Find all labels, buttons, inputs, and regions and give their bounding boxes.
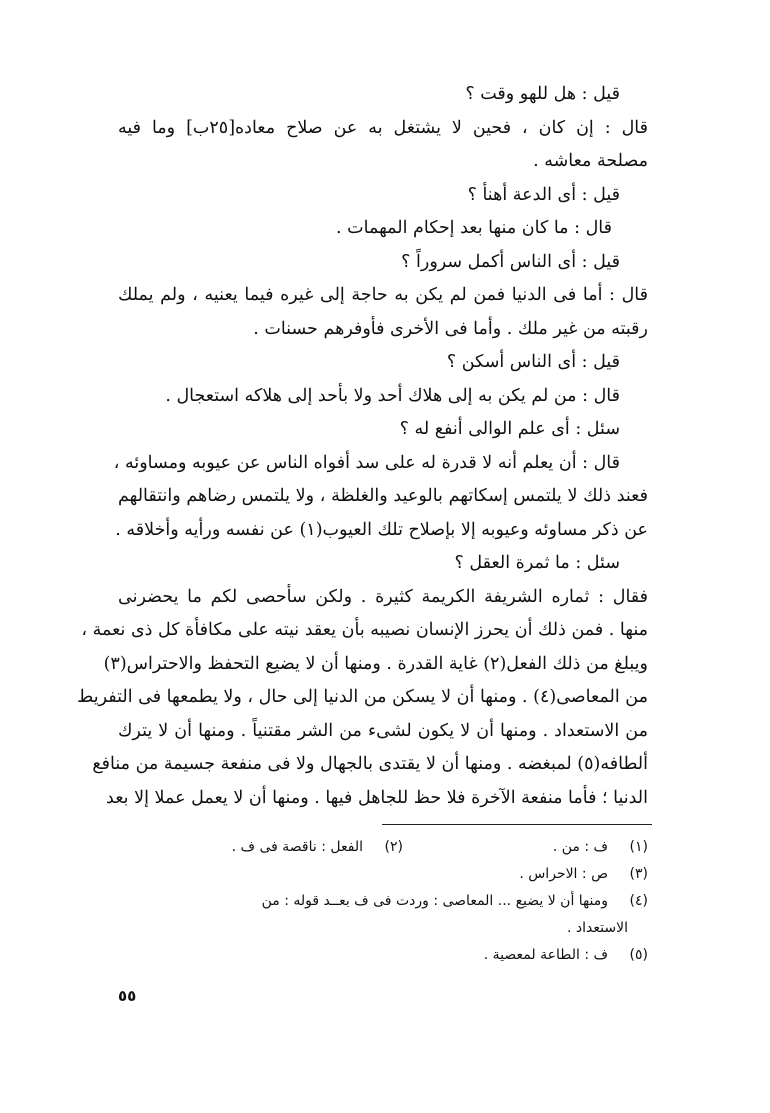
text-line-16: فقال : ثماره الشريفة الكريمة كثيرة . ولكن سأحصى لكم ما يحضرنى	[118, 586, 648, 607]
footnote-1-text: ف : من .	[552, 839, 608, 855]
text-line-3: مصلحة معاشه .	[533, 151, 648, 171]
footnote-row-2	[118, 861, 648, 888]
footnote-5-text: ف : الطاعة لمعصية .	[483, 947, 608, 963]
text-line-21: ألطافه(٥) لمبغضه . ومنها أن لا يقتدى بالجهال ولا فى منفعة جسيمة من منافع	[92, 754, 648, 774]
footnotes	[118, 834, 648, 969]
footnote-4-number: (٤)	[629, 893, 648, 909]
text-line-5: قال : ما كان منها بعد إحكام المهمات .	[336, 218, 612, 238]
footnote-row-1	[118, 834, 648, 861]
text-line-2: قال : إن كان ، فحين لا يشتغل به عن صلاح معاده[٢٥ب] وما فيه	[118, 117, 648, 138]
text-line-10: قال : من لم يكن به إلى هلاك أحد ولا بأحد إلى هلاكه استعجال .	[165, 385, 620, 406]
text-line-8: رقبته من غير ملك . وأما فى الأخرى فأوفرهم حسنات .	[253, 318, 648, 339]
text-line-1: قيل : هل للهو وقت ؟	[465, 84, 620, 104]
text-line-6: قيل : أى الناس أكمل سروراً ؟	[401, 251, 620, 272]
footnote-3-text: ص : الاحراس .	[519, 866, 608, 882]
text-line-12: قال : أن يعلم أنه لا قدرة له على سد أفواه الناس عن عيوبه ومساوئه ،	[113, 452, 620, 473]
text-line-22: الدنيا ؛ فأما منفعة الآخرة فلا حظ للجاهل فيها . ومنها أن لا يعمل عملا إلا بعد	[106, 787, 648, 808]
footnote-5-number: (٥)	[629, 947, 648, 963]
text-line-9: قيل : أى الناس أسكن ؟	[446, 352, 620, 372]
text-line-18: ويبلغ من ذلك الفعل(٢) غاية القدرة . ومنها أن لا يضيع التحفظ والاحتراس(٣)	[103, 653, 648, 674]
footnote-1-number: (١)	[629, 839, 648, 855]
text-line-15: سئل : ما ثمرة العقل ؟	[454, 553, 620, 573]
text-line-17: منها . فمن ذلك أن يحرز الإنسان نصيبه بأن يعقد نيته على مكافأة كل ذى نعمة ،	[81, 620, 648, 640]
footnote-3-number: (٣)	[629, 866, 648, 882]
footnote-2-text: الفعل : ناقصة فى ف .	[231, 839, 363, 855]
page-number: ٥٥	[118, 987, 137, 1005]
text-line-4: قيل : أى الدعة أهنأ ؟	[467, 184, 620, 205]
text-line-20: من الاستعداد . ومنها أن لا يكون لشىء من الشر مقتنياً . ومنها أن لا يترك	[118, 720, 648, 741]
footnote-row-3	[118, 888, 648, 915]
text-line-13: فعند ذلك لا يلتمس إسكاتهم بالوعيد والغلظة ، ولا يلتمس رضاهم وانتقالهم	[118, 486, 648, 506]
text-line-7: قال : أما فى الدنيا فمن لم يكن به حاجة إلى غيره فيما يعنيه ، ولم يملك	[118, 285, 648, 305]
main-text	[77, 78, 648, 815]
text-line-11: سئل : أى علم الوالى أنفع له ؟	[399, 419, 620, 439]
footnote-4-continuation: الاستعداد .	[567, 920, 628, 936]
footnote-row-5	[118, 942, 648, 969]
footnote-divider	[382, 824, 652, 825]
text-line-19: من المعاصى(٤) . ومنها أن لا يسكن من الدنيا إلى حال ، ولا يطمعها فى التفريط	[77, 687, 648, 707]
text-line-14: عن ذكر مساوئه وعيوبه إلا بإصلاح تلك العيوب(١) عن نفسه ورأيه وأخلاقه .	[115, 519, 648, 540]
footnote-4-text: ومنها أن لا يضيع ... المعاصى : وردت فى ف بعــد قوله : من	[261, 893, 608, 909]
footnote-2-number: (٢)	[384, 839, 403, 855]
